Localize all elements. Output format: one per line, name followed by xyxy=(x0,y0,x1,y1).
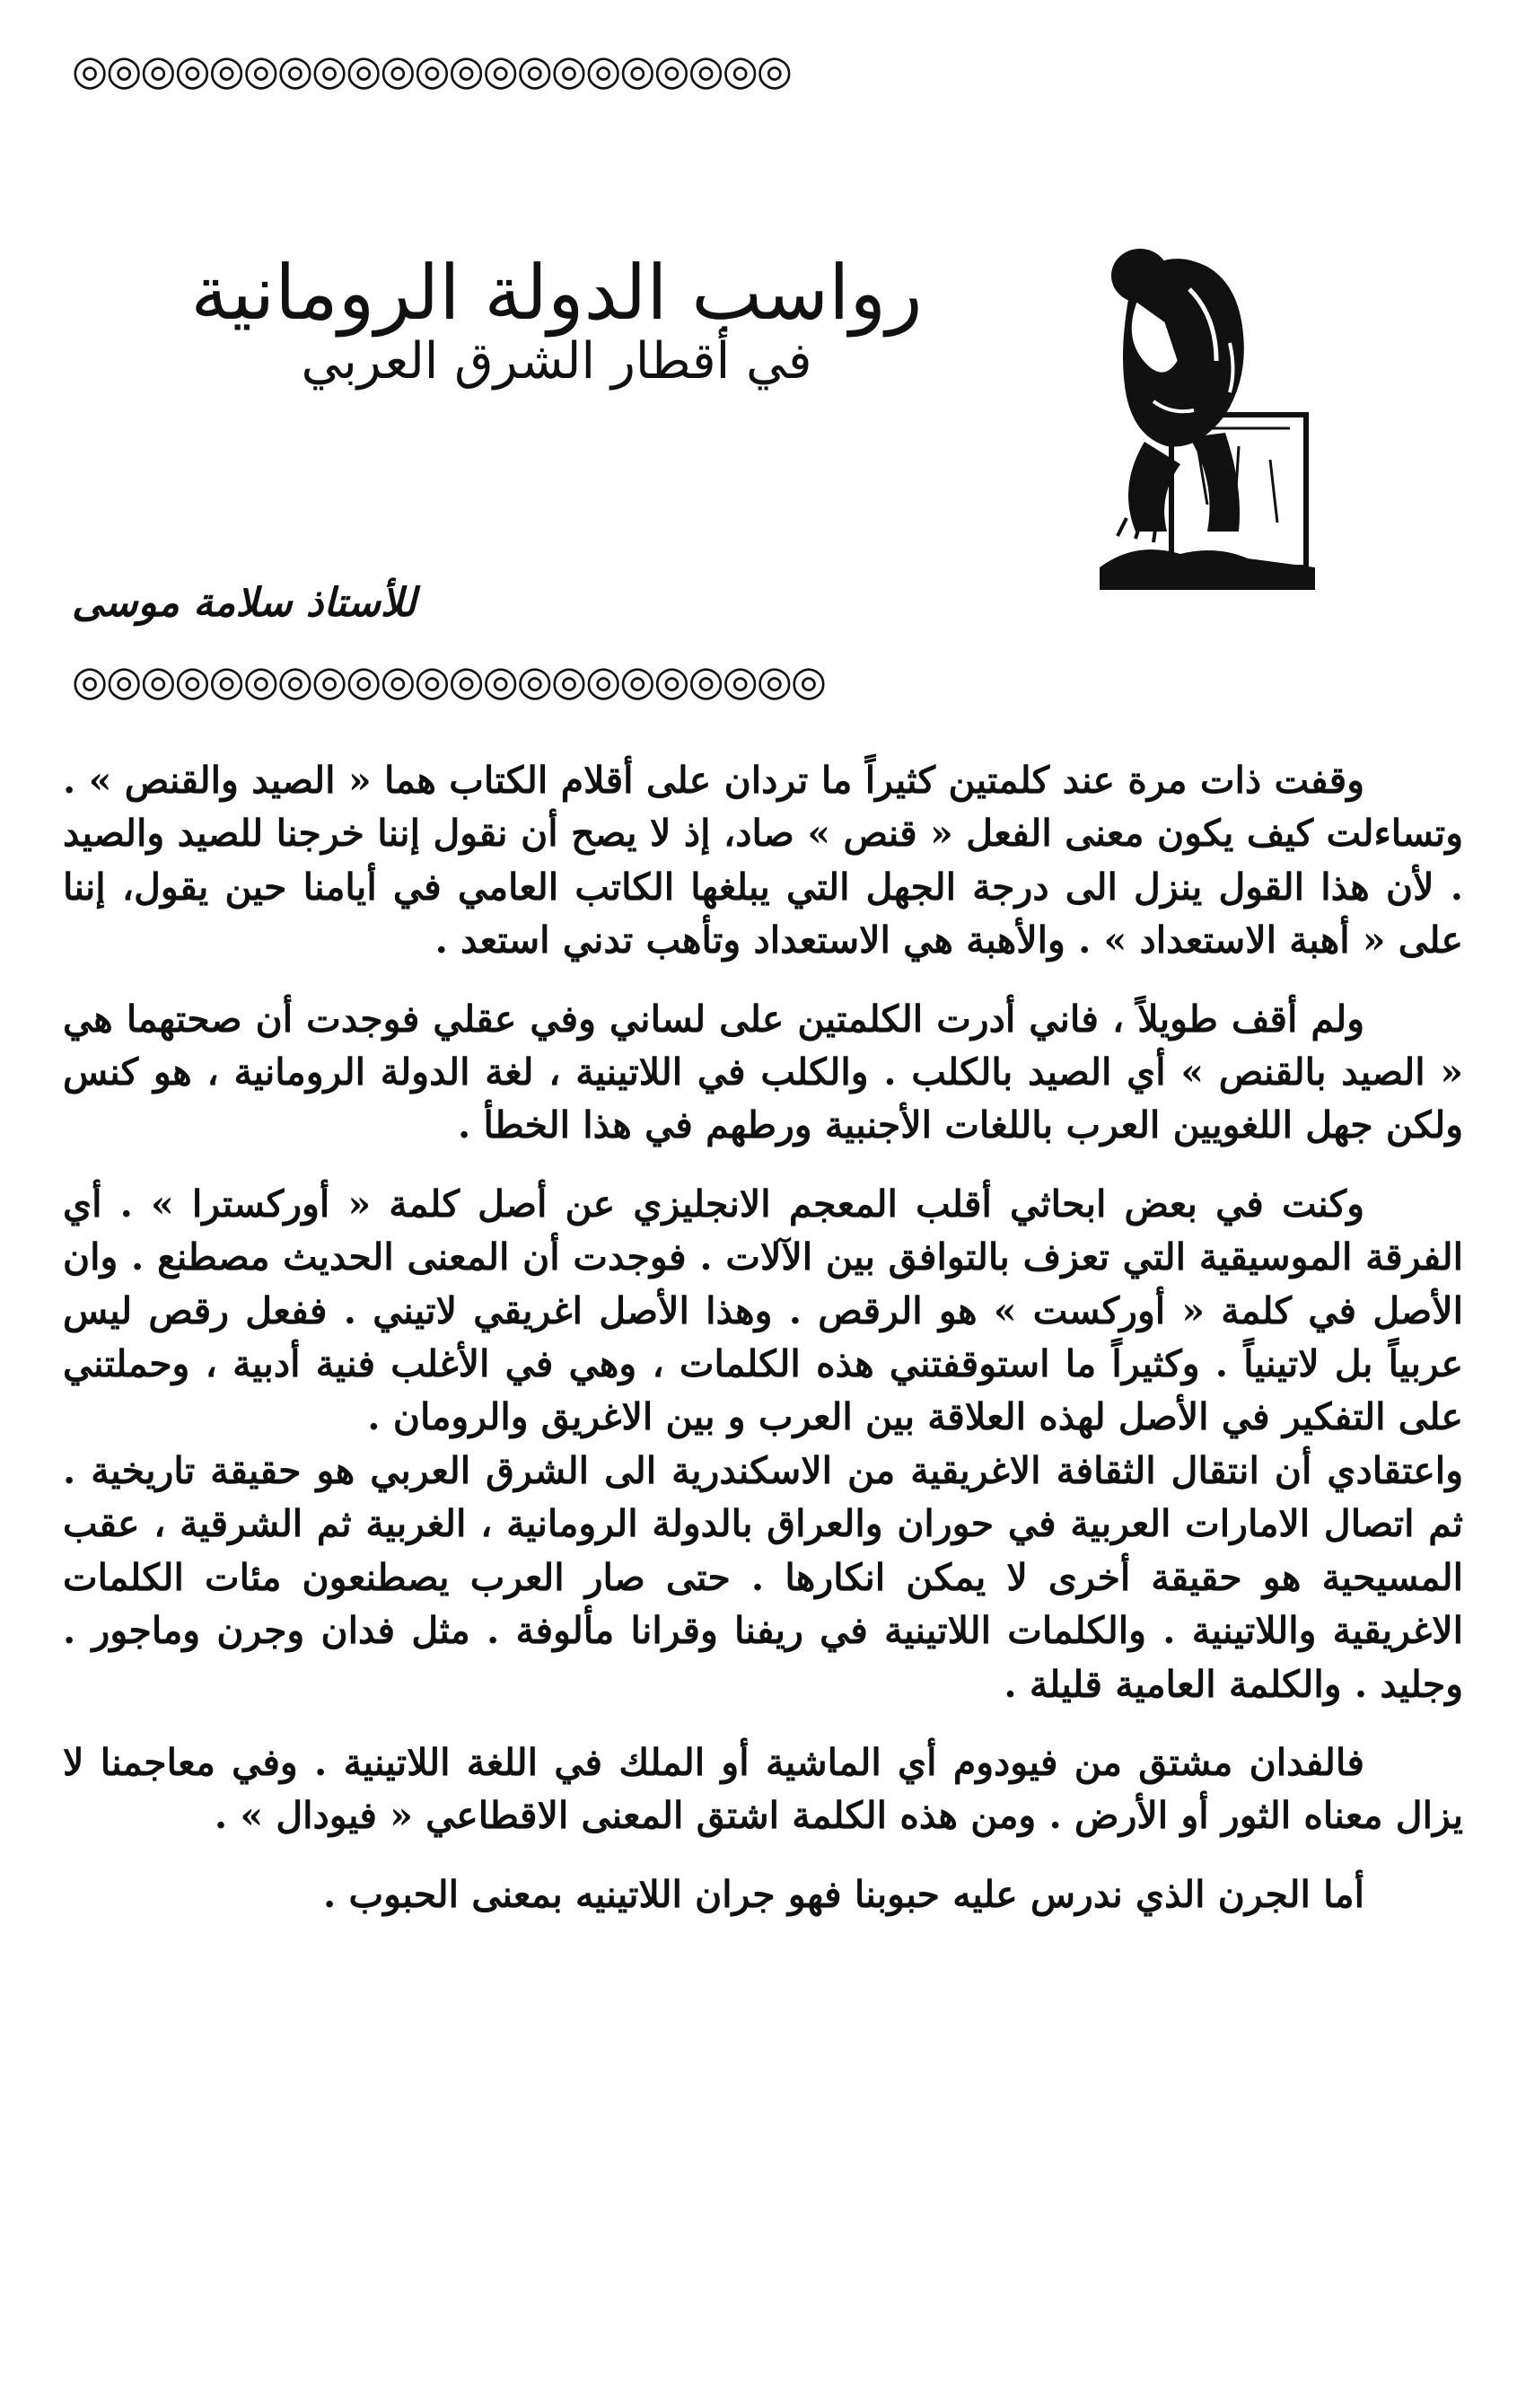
article-title: رواسب الدولة الرومانية xyxy=(190,249,923,338)
paragraph-1-text: وقفت ذات مرة عند كلمتين كثيراً ما تردان على أقلام الكتاب هما « الصيد والقنص » . وتساءلت كيف يكون معنى الفعل « قنص » صاد، إذ لا يصح أن نقول إننا خرجنا للصيد والصيد . لأن هذا القول ينزل الى درجة الجهل التي يبلغها الكاتب العامي في أيامنا حين يقول، إننا على « أهبة الاستعداد » . والأهبة هي الاستعداد وتأهب تدني استعد . xyxy=(63,759,1463,962)
paragraph-4-text: واعتقادي أن انتقال الثقافة الاغريقية من الاسكندرية الى الشرق العربي هو حقيقة تاريخية . ثم اتصال الامارات العربية في حوران والعراق بالدولة الرومانية ، الغربية ثم الشرقية ، عقب المسيحية هو حقيقة أخرى لا يمكن انكارها . حتى صار العرب يصطنعون مئات الكلمات الاغريقية واللاتينية . والكلمات اللاتينية في ريفنا وقرانا مألوفة . مثل فدان وجرن وماجور . وجليد . والكلمة العامية قليلة . xyxy=(63,1448,1463,1706)
article-subtitle: في أقطار الشرق العربي xyxy=(301,332,812,391)
paragraph-3 xyxy=(63,1178,1463,1445)
paragraph-2 xyxy=(63,993,1463,1153)
paragraph-6 xyxy=(63,1868,1463,1921)
author-byline: للأستاذ سلامة موسى xyxy=(72,580,417,626)
paragraph-6-text: أما الجرن الذي ندرس عليه حبوبنا فهو جران اللاتينيه بمعنى الحبوب . xyxy=(323,1872,1364,1916)
top-ornament-border: ◎◎◎◎◎◎◎◎◎◎◎◎◎◎◎◎◎◎◎◎◎ xyxy=(72,46,791,94)
paragraph-2-text: ولم أقف طويلاً ، فاني أدرت الكلمتين على لساني وفي عقلي فوجدت أن صحتهما هي « الصيد بالقنص » أي الصيد بالكلب . والكلب في اللاتينية ، لغة الدولة الرومانية ، هو كنس ولكن جهل اللغويين العرب باللغات الأجنبية ورطهم في هذا الخطأ . xyxy=(63,997,1463,1147)
thinker-statue-icon xyxy=(1082,235,1320,603)
paragraph-5-text: فالفدان مشتق من فيودوم أي الماشية أو الملك في اللغة اللاتينية . وفي معاجمنا لا يزال معناه الثور أو الأرض . ومن هذه الكلمة اشتق المعنى الاقطاعي « فيودال » . xyxy=(63,1740,1463,1838)
paragraph-3-text: وكنت في بعض ابحاثي أقلب المعجم الانجليزي عن أصل كلمة « أوركسترا » . أي الفرقة الموسيقية التي تعزف بالتوافق بين الآلات . فوجدت أن المعنى الحديث مصطنع . وان الأصل في كلمة « أوركست » هو الرقص . وهذا الأصل اغريقي لاتيني . ففعل رقص ليس عربياً بل لاتينياً . وكثيراً ما استوقفتني هذه الكلمات ، وهي في الأغلب فنية أدبية ، وحملتني على التفكير في الأصل لهذه العلاقة بين العرب و بين الاغريق والرومان . xyxy=(63,1182,1463,1439)
paragraph-4 xyxy=(63,1445,1463,1711)
paragraph-5 xyxy=(63,1736,1463,1843)
paragraph-1 xyxy=(63,754,1463,968)
divider-ornament-border: ◎◎◎◎◎◎◎◎◎◎◎◎◎◎◎◎◎◎◎◎◎◎ xyxy=(72,656,826,705)
article-body xyxy=(63,754,1463,1921)
